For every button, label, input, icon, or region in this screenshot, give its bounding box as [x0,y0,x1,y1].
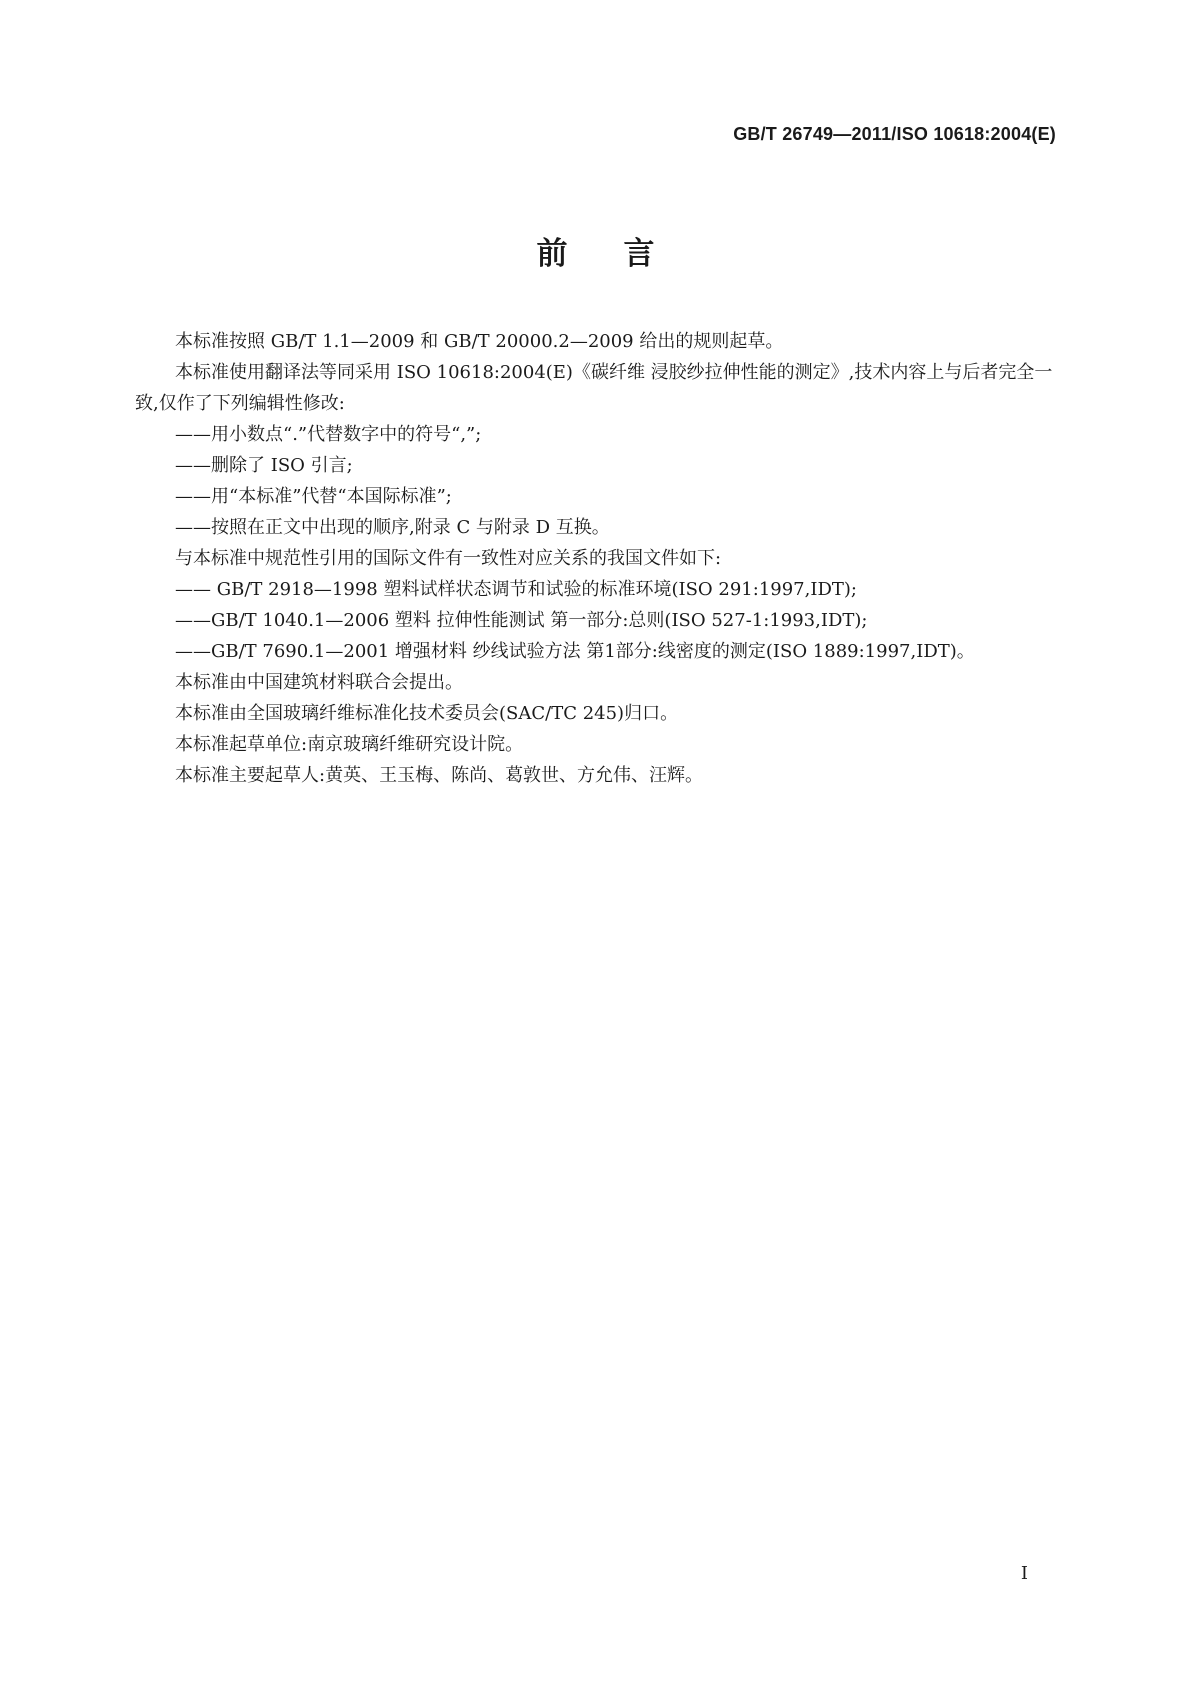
edit-item: ——用“本标准”代替“本国际标准”; [175,486,452,507]
edit-item: ——删除了 ISO 引言; [175,455,353,476]
reference-item: ——GB/T 7690.1—2001 增强材料 纱线试验方法 第1部分:线密度的测定(ISO 1889:1997,IDT)。 [175,641,975,662]
paragraph-drafters: 本标准主要起草人:黄英、王玉梅、陈尚、葛敦世、方允伟、汪辉。 [175,765,704,786]
standard-code-header: GB/T 26749—2011/ISO 10618:2004(E) [733,124,1056,144]
paragraph-references-intro: 与本标准中规范性引用的国际文件有一致性对应关系的我国文件如下: [175,548,722,569]
page-title: 前言 [536,236,711,272]
reference-item: ——GB/T 1040.1—2006 塑料 拉伸性能测试 第一部分:总则(ISO 527-1:1993,IDT); [175,610,868,631]
edit-item: ——用小数点“.”代替数字中的符号“,”; [175,424,482,445]
foreword-body [135,326,1060,791]
paragraph-drafting-rules: 本标准按照 GB/T 1.1—2009 和 GB/T 20000.2—2009 给出的规则起草。 [175,331,784,352]
paragraph-drafting-unit: 本标准起草单位:南京玻璃纤维研究设计院。 [175,734,524,755]
edit-item: ——按照在正文中出现的顺序,附录 C 与附录 D 互换。 [175,517,610,538]
paragraph-committee: 本标准由全国玻璃纤维标准化技术委员会(SAC/TC 245)归口。 [175,703,679,724]
paragraph-adoption: 本标准使用翻译法等同采用 ISO 10618:2004(E)《碳纤维 浸胶纱拉伸性能的测定》,技术内容上与后者完全一致,仅作了下列编辑性修改: [135,362,1053,414]
reference-item: —— GB/T 2918—1998 塑料试样状态调节和试验的标准环境(ISO 291:1997,IDT); [175,579,857,600]
page-number: I [1020,1563,1028,1584]
paragraph-proposer: 本标准由中国建筑材料联合会提出。 [175,672,463,693]
